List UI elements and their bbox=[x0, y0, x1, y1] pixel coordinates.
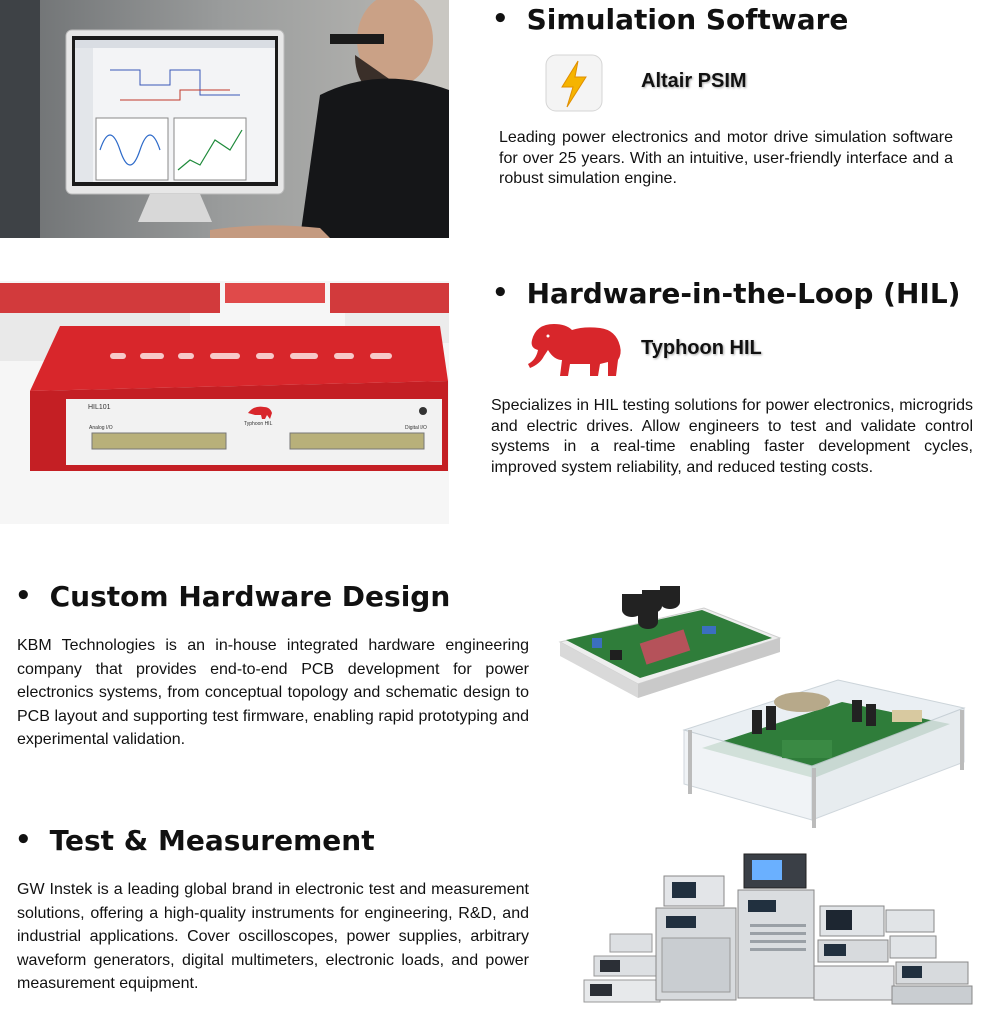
hil-device-port-left: Analog I/O bbox=[89, 425, 113, 431]
hil-description: Specializes in HIL testing solutions for power electronics, microgrids and electric drives. Allow engineers to test and validate control systems in a real-time enabling faster development cycles, improved system reliability, and reduced testing costs. bbox=[491, 397, 973, 476]
simulation-heading bbox=[492, 1, 848, 37]
section-title: Hardware-in-the-Loop (HIL) bbox=[526, 276, 961, 310]
hil-device-brand: Typhoon HIL bbox=[244, 421, 273, 427]
bullet: • bbox=[15, 825, 32, 855]
lightning-bolt-icon bbox=[544, 53, 604, 113]
psim-brand-label: Altair PSIM bbox=[641, 70, 747, 92]
test-measurement-heading bbox=[15, 822, 375, 858]
simulation-photo bbox=[0, 0, 449, 238]
typhoon-logo bbox=[526, 320, 624, 378]
section-title: Custom Hardware Design bbox=[49, 579, 451, 613]
simulation-description: Leading power electronics and motor drive simulation software for over 25 years. With an intuitive, user-friendly interface and a robust simulation engine. bbox=[499, 129, 953, 187]
test-measurement-description: GW Instek is a leading global brand in electronic test and measurement solutions, offering a high-quality instruments for engineering, R&D, and industrial applications. Cover oscilloscopes, power supplies, arbitrary waveform generators, digital multimeters, electronic loads, and power measurement equipment. bbox=[17, 881, 529, 992]
pcb-boards-photo bbox=[552, 580, 972, 832]
section-title: Simulation Software bbox=[526, 2, 849, 36]
custom-hw-description: KBM Technologies is an in-house integrated hardware engineering company that provides end-to-end PCB development for power electronics systems, from conceptual topology and schematic design to PCB layout and supporting test firmware, enabling rapid prototyping and experimental validation. bbox=[17, 637, 529, 748]
custom-hw-heading bbox=[15, 578, 450, 614]
section-title: Test & Measurement bbox=[49, 823, 375, 857]
hil-device-model: HIL101 bbox=[88, 404, 111, 411]
psim-logo bbox=[544, 53, 604, 113]
instruments-photo bbox=[580, 850, 975, 1008]
bullet: • bbox=[15, 581, 32, 611]
bullet: • bbox=[492, 278, 509, 308]
hil-heading bbox=[492, 275, 960, 311]
bullet: • bbox=[492, 4, 509, 34]
hil-device-photo bbox=[0, 281, 449, 524]
hil-device-port-right: Digital I/O bbox=[405, 425, 427, 431]
typhoon-brand-label: Typhoon HIL bbox=[641, 337, 762, 359]
elephant-icon bbox=[526, 320, 624, 378]
